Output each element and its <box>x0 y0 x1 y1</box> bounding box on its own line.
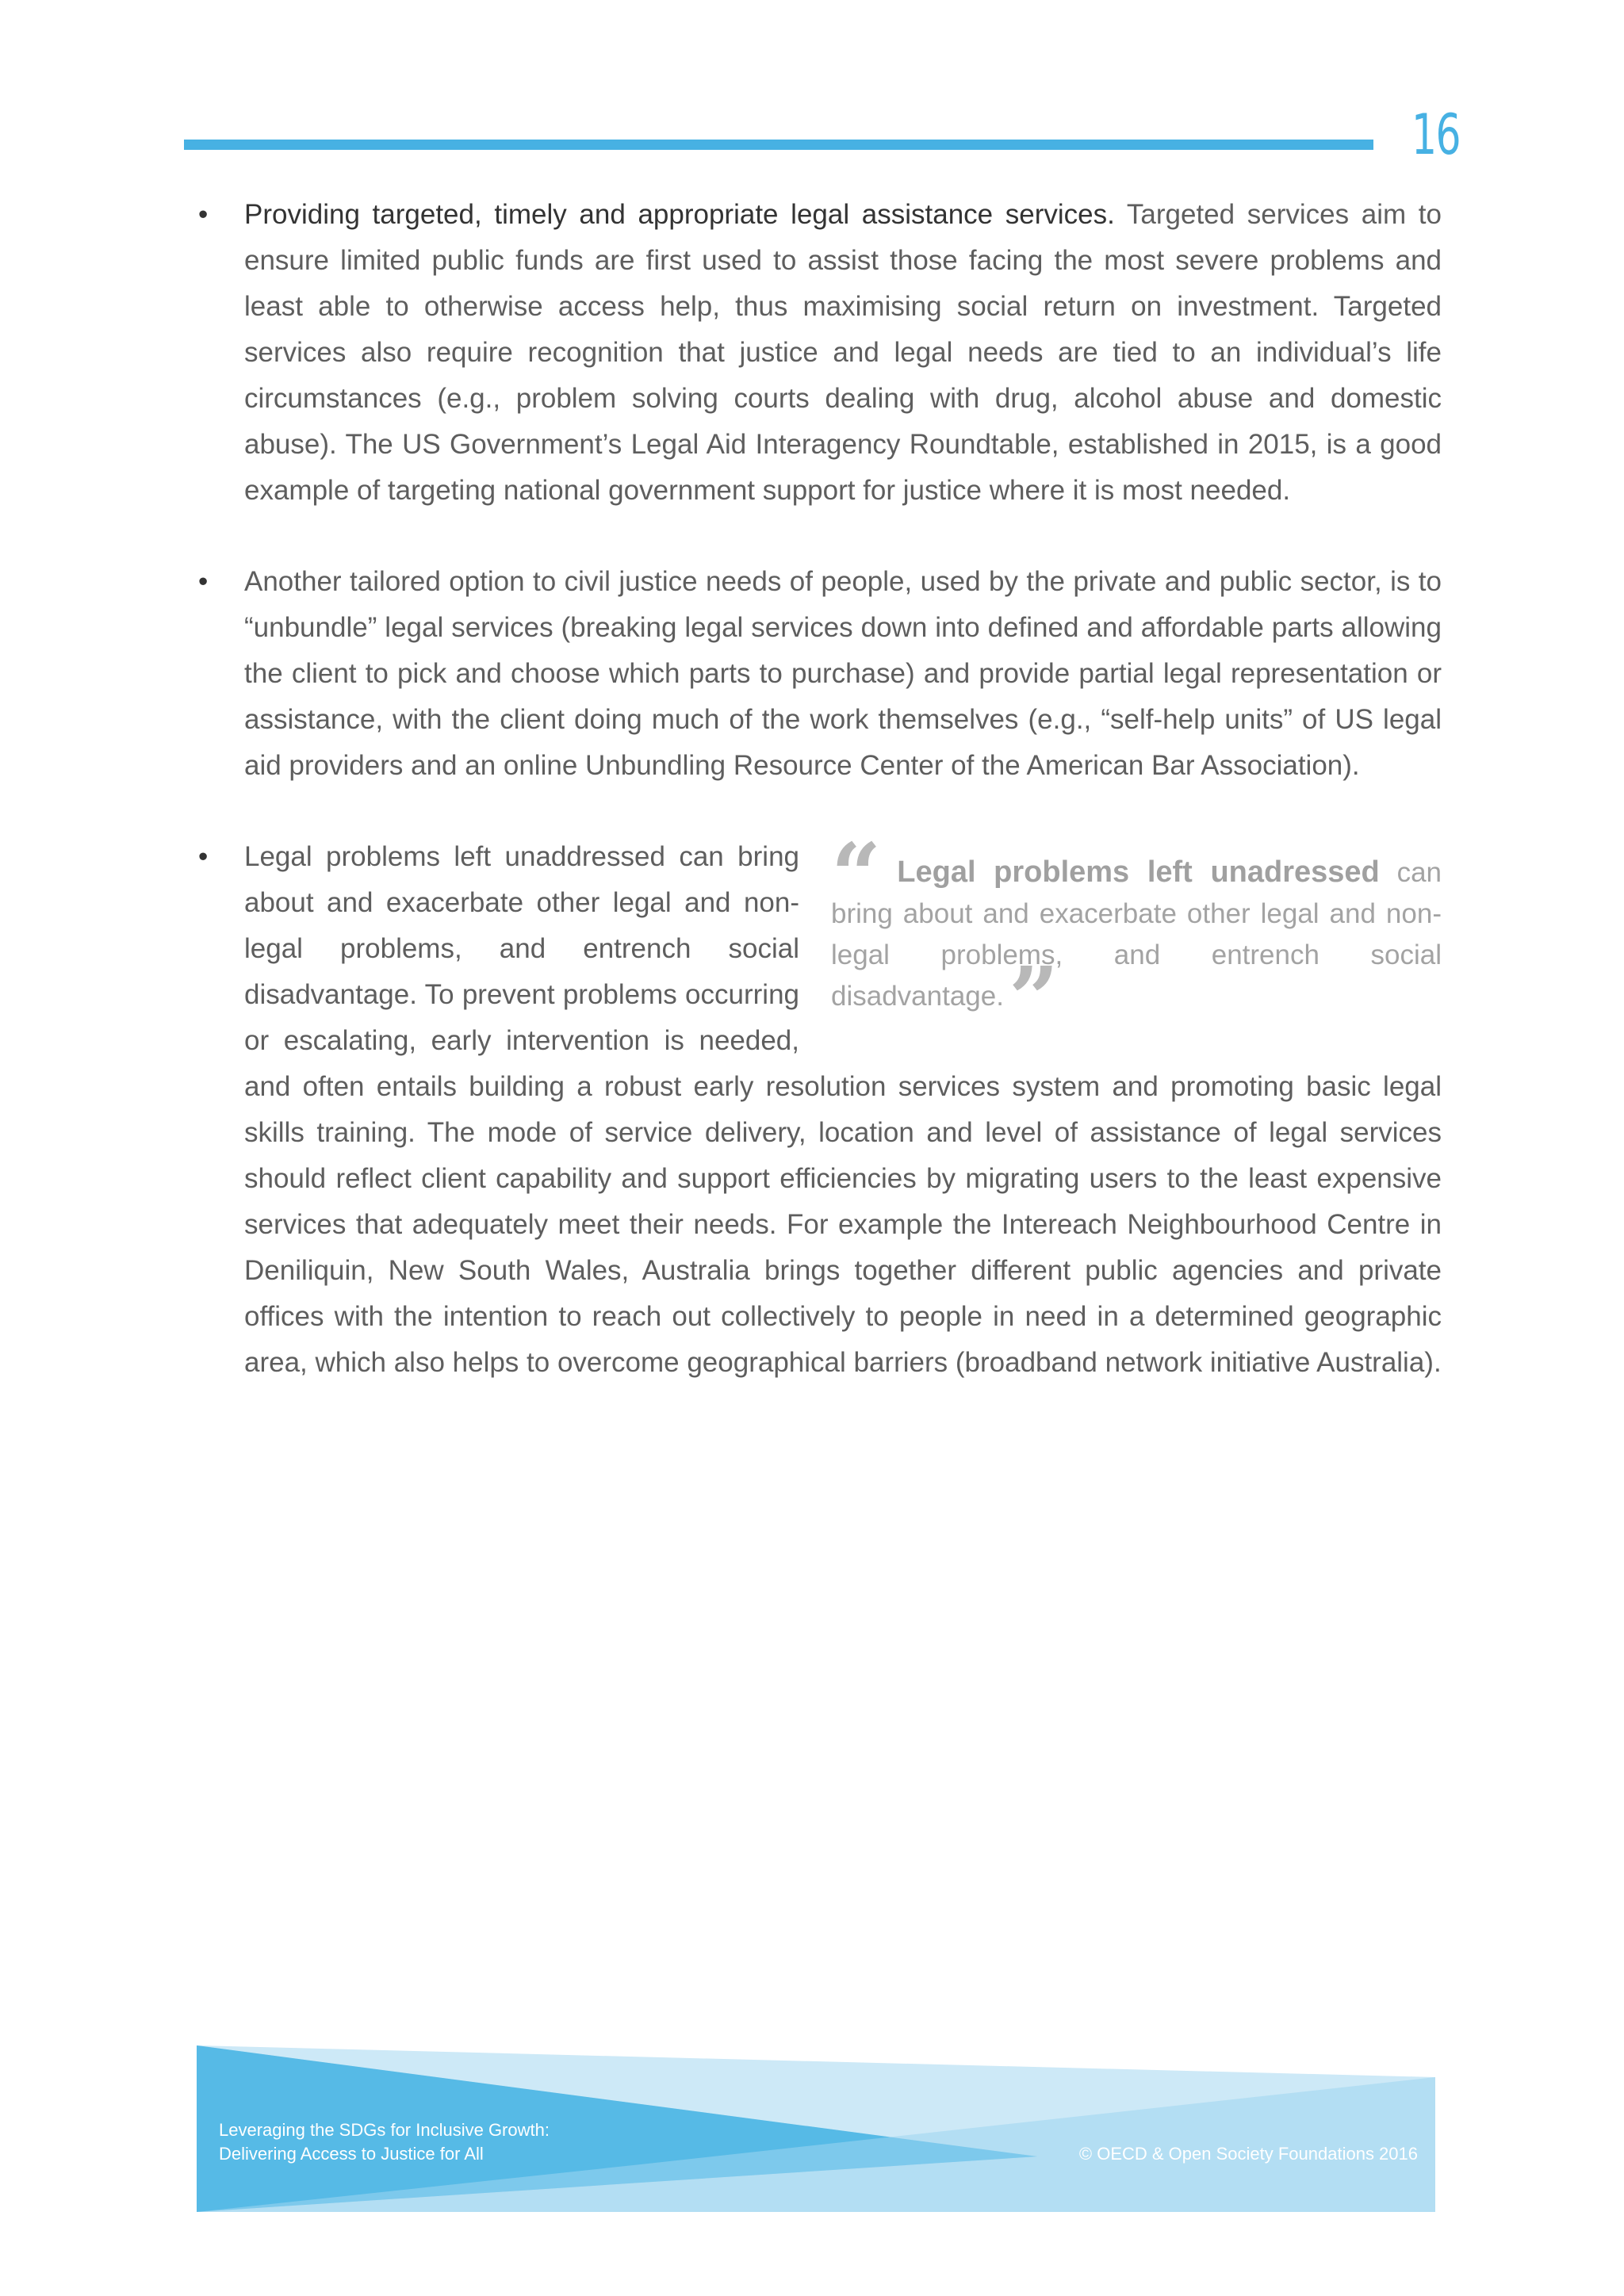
open-quote-icon: “ <box>831 824 882 926</box>
bullet-lead-text: Providing targeted, timely and appropriate legal assistance services. <box>244 199 1115 230</box>
pull-quote <box>831 824 1442 1050</box>
footer-title-line-2: Delivering Access to Justice for All <box>219 2144 484 2164</box>
footer-copyright: © OECD & Open Society Foundations 2016 <box>1078 2144 1418 2164</box>
bullet-dot-icon: • <box>198 566 209 597</box>
bullet-item-3 <box>184 824 1442 1386</box>
footer-title <box>219 2118 774 2166</box>
bullet-dot-icon: • <box>198 199 209 230</box>
bullet-item-1 <box>184 192 1442 514</box>
footer-banner <box>197 2045 1435 2212</box>
pull-quote-body: can bring about and exacerbate other legal and non-legal problems, and entrench social disadvantage. <box>831 857 1442 1012</box>
footer-title-line-1: Leveraging the SDGs for Inclusive Growth: <box>219 2120 550 2140</box>
bullet-body-text: Another tailored option to civil justice needs of people, used by the private and public sector, is to “unbundle” legal services (breaking legal services down into defined and affordable parts allowing the client to pick and choose which parts to purchase) and provide partial legal representation or assistance, with the client doing much of the work themselves (e.g., “self-help units” of US legal aid providers and an online Unbundling Resource Center of the American Bar Association). <box>244 566 1442 781</box>
main-content <box>184 192 1442 1431</box>
page-number: 16 <box>1411 102 1460 167</box>
bullet-body-text: Legal problems left unaddressed can bring about and exacerbate other legal and non-legal problems, and entrench social disadvantage. To prevent problems occurring or escalating, early intervention is needed, and often entails building a robust early resolution services system and promoting basic legal skills training. The mode of service delivery, location and level of assistance of legal services should reflect client capability and support efficiencies by migrating users to the least expensive services that adequately meet their needs. For example the Intereach Neighbourhood Centre in Deniliquin, New South Wales, Australia brings together different public agencies and private offices with the intention to reach out collectively to people in need in a determined geographic area, which also helps to overcome geographical barriers (broadband network initiative Australia). <box>244 841 1442 1378</box>
bullet-dot-icon: • <box>198 841 209 872</box>
pull-quote-heading: Legal problems left unadressed <box>897 855 1380 889</box>
bullet-body-text: Targeted services aim to ensure limited public funds are first used to assist those facing the most severe problems and least able to otherwise access help, thus maximising social return on investment. Targeted services also require recognition that justice and legal needs are tied to an individual’s life circumstances (e.g., problem solving courts dealing with drug, alcohol abuse and domestic abuse). The US Government’s Legal Aid Interagency Roundtable, established in 2015, is a good example of targeting national government support for justice where it is most needed. <box>244 199 1442 506</box>
header-rule <box>184 140 1373 150</box>
bullet-item-2 <box>184 559 1442 789</box>
close-quote-icon: ” <box>1008 947 1059 1050</box>
